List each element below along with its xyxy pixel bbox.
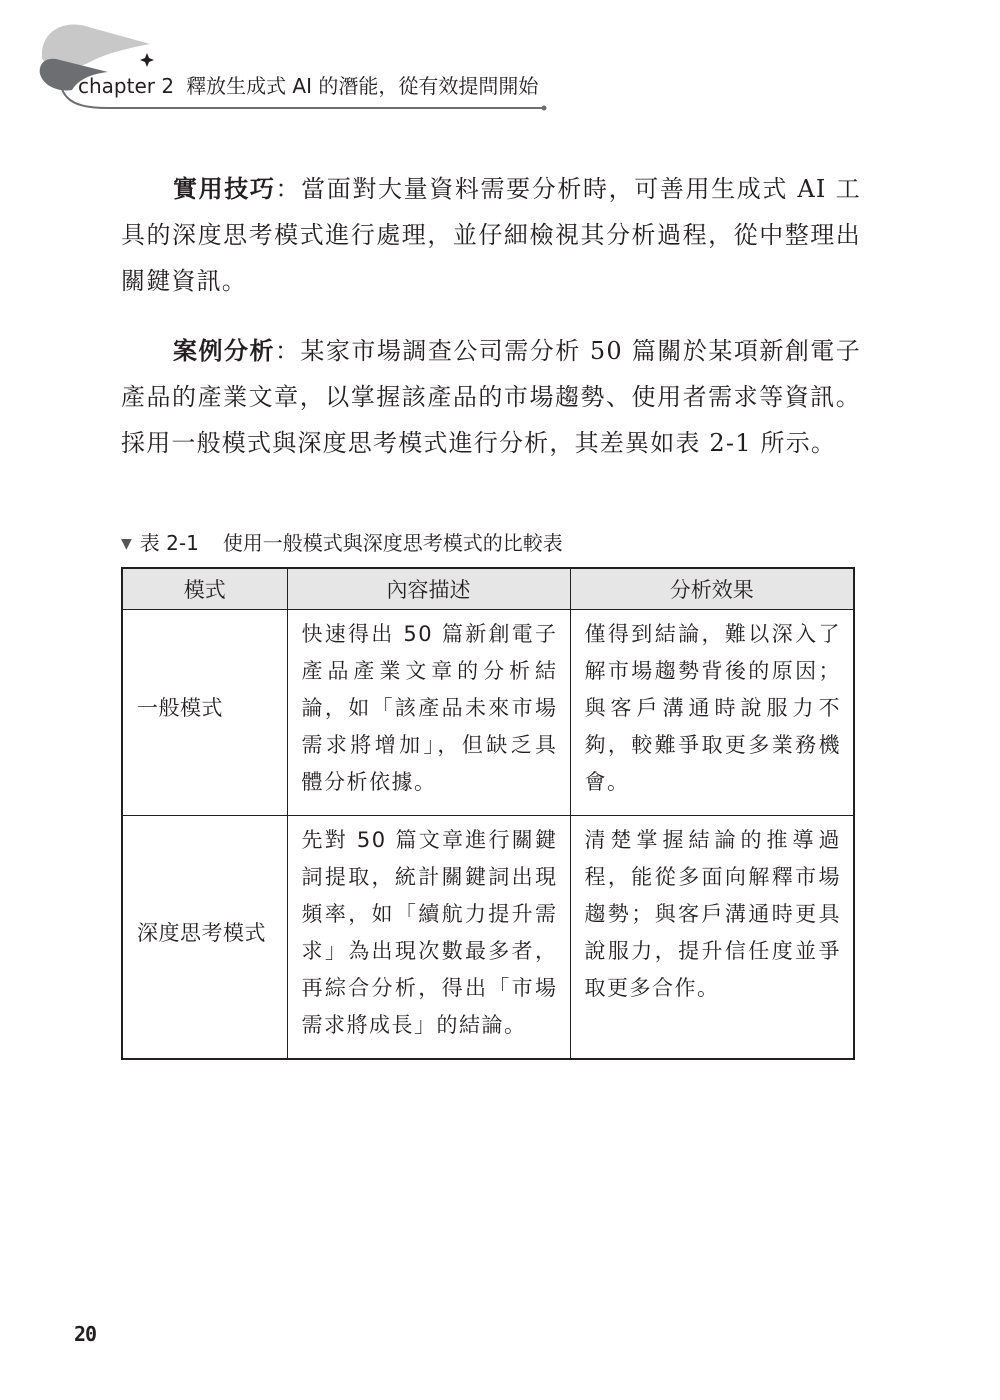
header-mode: 模式: [122, 568, 287, 610]
description-cell: 快速得出 50 篇新創電子產品產業文章的分析結論，如「該產品未來市場需求將增加」，但缺乏具體分析依據。: [287, 610, 570, 816]
table-row: [122, 610, 854, 816]
case-term: 案例分析: [173, 336, 275, 365]
header-sparkle-icon: [140, 53, 154, 67]
header-effect: 分析效果: [570, 568, 854, 610]
chapter-name: 釋放生成式 AI 的潛能，從有效提問開始: [186, 74, 539, 98]
header-description: 內容描述: [287, 568, 570, 610]
comparison-table: [121, 567, 855, 1060]
caption-triangle-icon: ▼: [121, 536, 132, 552]
caption-title: 使用一般模式與深度思考模式的比較表: [222, 531, 563, 555]
case-paragraph: [121, 328, 861, 466]
chapter-header-decoration: [0, 0, 560, 120]
tip-term: 實用技巧: [173, 174, 276, 203]
mode-cell: 深度思考模式: [122, 816, 287, 1060]
caption-number: 表 2-1: [139, 531, 199, 555]
effect-cell: 僅得到結論，難以深入了解市場趨勢背後的原因；與客戶溝通時說服力不夠，較難爭取更多業務機會。: [570, 610, 854, 816]
effect-cell: 清楚掌握結論的推導過程，能從多面向解釋市場趨勢；與客戶溝通時更具說服力，提升信任度並爭取更多合作。: [570, 816, 854, 1060]
page-number: 20: [74, 1322, 97, 1346]
case-text: ：某家市場調查公司需分析 50 篇關於某項新創電子產品的產業文章，以掌握該產品的市場趨勢、使用者需求等資訊。採用一般模式與深度思考模式進行分析，其差異如表 2-1 所示。: [121, 337, 861, 457]
table-row: [122, 816, 854, 1060]
description-cell: 先對 50 篇文章進行關鍵詞提取，統計關鍵詞出現頻率，如「續航力提升需求」為出現次數最多者，再綜合分析，得出「市場需求將成長」的結論。: [287, 816, 570, 1060]
mode-cell: 一般模式: [122, 610, 287, 816]
table-header-row: [122, 568, 854, 610]
table-caption: [121, 528, 563, 559]
chapter-title: [78, 72, 538, 100]
chapter-number: chapter 2: [78, 74, 175, 98]
tip-paragraph: [121, 166, 861, 304]
header-line-end-dot: [542, 106, 547, 111]
tip-text: ：當面對大量資料需要分析時，可善用生成式 AI 工具的深度思考模式進行處理，並仔細檢視其分析過程，從中整理出關鍵資訊。: [121, 175, 861, 295]
